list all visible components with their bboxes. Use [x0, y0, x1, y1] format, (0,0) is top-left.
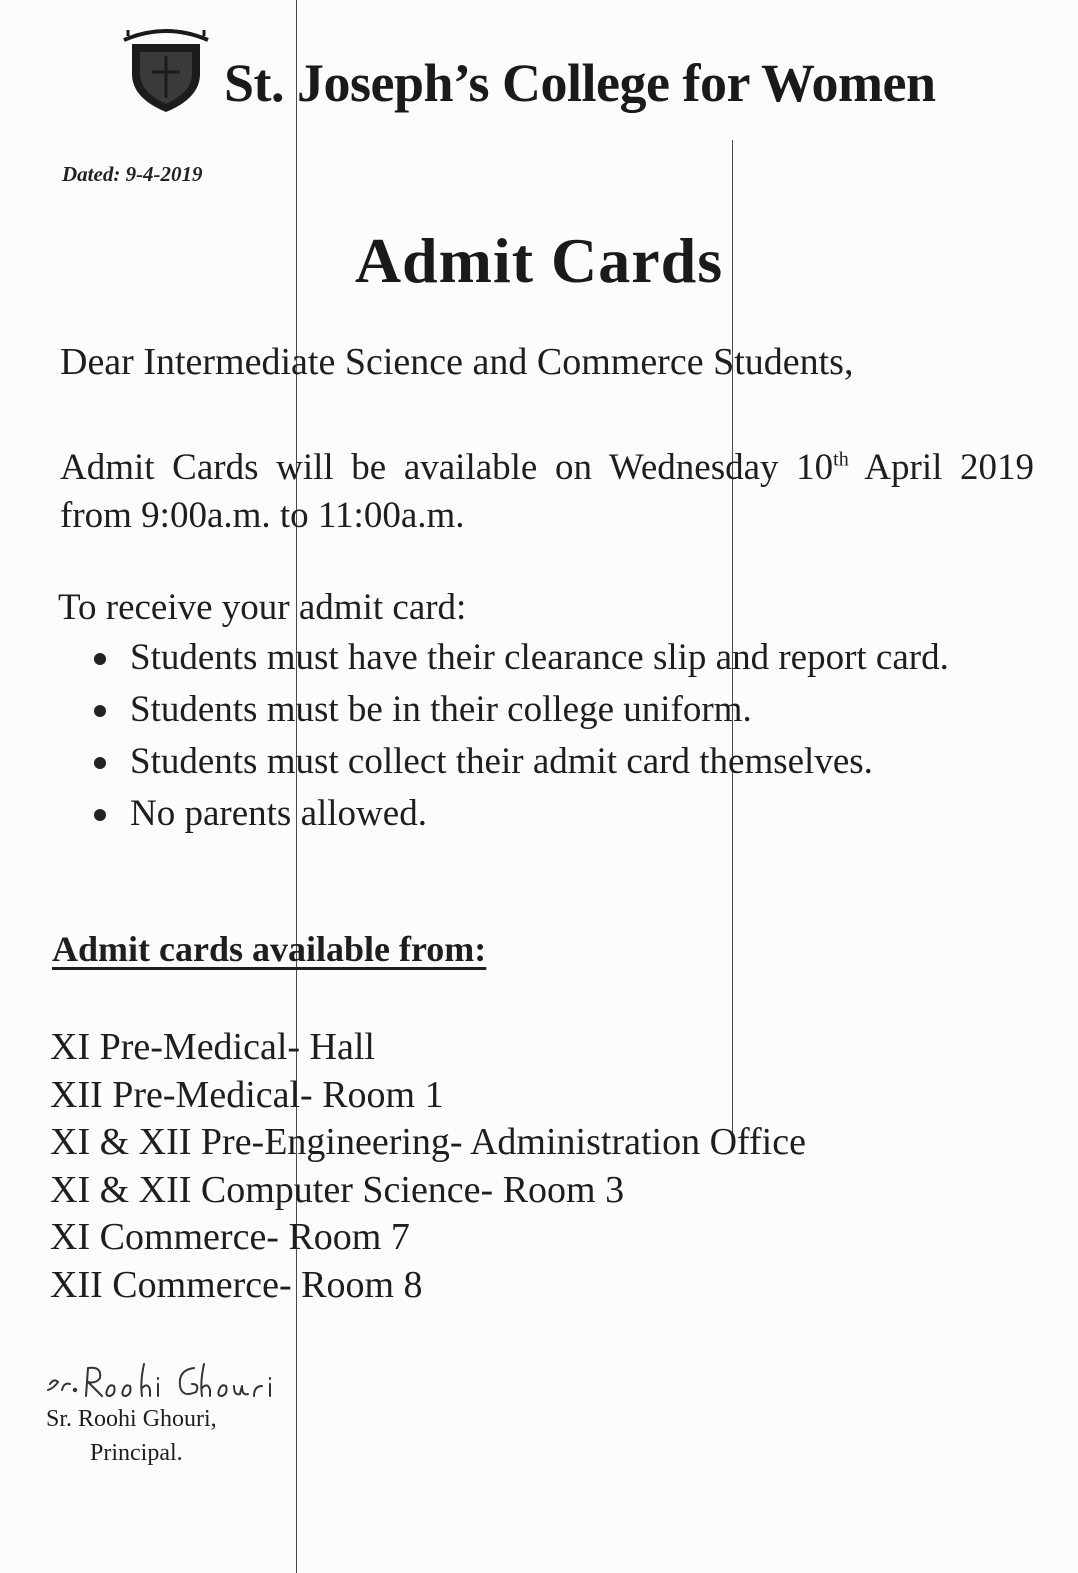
- availability-paragraph: [60, 444, 1034, 540]
- instruction-text: Students must have their clearance slip and report card.: [130, 637, 949, 678]
- notice-title: Admit Cards: [354, 225, 724, 296]
- locations-heading: Admit cards available from:: [52, 929, 487, 969]
- signer-name: Sr. Roohi Ghouri,: [46, 1406, 217, 1432]
- college-name: St. Joseph’s College for Women: [224, 53, 936, 113]
- availability-text: Admit Cards will be available on Wednesday 10: [60, 447, 834, 488]
- list-item: [92, 790, 1032, 837]
- bullet-icon: [94, 705, 106, 717]
- instructions-list: [92, 634, 1032, 842]
- bullet-icon: [94, 757, 106, 769]
- location-item: XI Commerce- Room 7: [50, 1216, 410, 1258]
- location-item: XI Pre-Medical- Hall: [50, 1026, 375, 1068]
- instructions-lead: To receive your admit card:: [58, 587, 467, 628]
- ordinal-suffix: th: [833, 448, 849, 471]
- list-item: [92, 686, 1032, 733]
- availability-text-continued: April 2019 from 9:00a.m. to 11:00a.m.: [60, 447, 1034, 536]
- locations-list: [50, 1024, 806, 1309]
- college-crest-icon: [118, 22, 214, 116]
- signer-title: Principal.: [90, 1440, 183, 1466]
- bullet-icon: [94, 809, 106, 821]
- instruction-text: Students must be in their college uniform.: [130, 689, 752, 730]
- notice-date: Dated: 9-4-2019: [62, 162, 203, 186]
- bullet-icon: [94, 653, 106, 665]
- list-item: [92, 738, 1032, 785]
- salutation: Dear Intermediate Science and Commerce Students,: [60, 341, 854, 383]
- location-item: XI & XII Pre-Engineering- Administration Office: [50, 1121, 806, 1163]
- instruction-text: No parents allowed.: [130, 793, 427, 834]
- instruction-text: Students must collect their admit card themselves.: [130, 741, 873, 782]
- location-item: XI & XII Computer Science- Room 3: [50, 1168, 625, 1211]
- handwritten-signature: [44, 1354, 306, 1406]
- location-item: XII Commerce- Room 8: [50, 1263, 423, 1306]
- location-item: XII Pre-Medical- Room 1: [50, 1073, 444, 1116]
- list-item: [92, 634, 1032, 681]
- letterhead: [118, 22, 1018, 122]
